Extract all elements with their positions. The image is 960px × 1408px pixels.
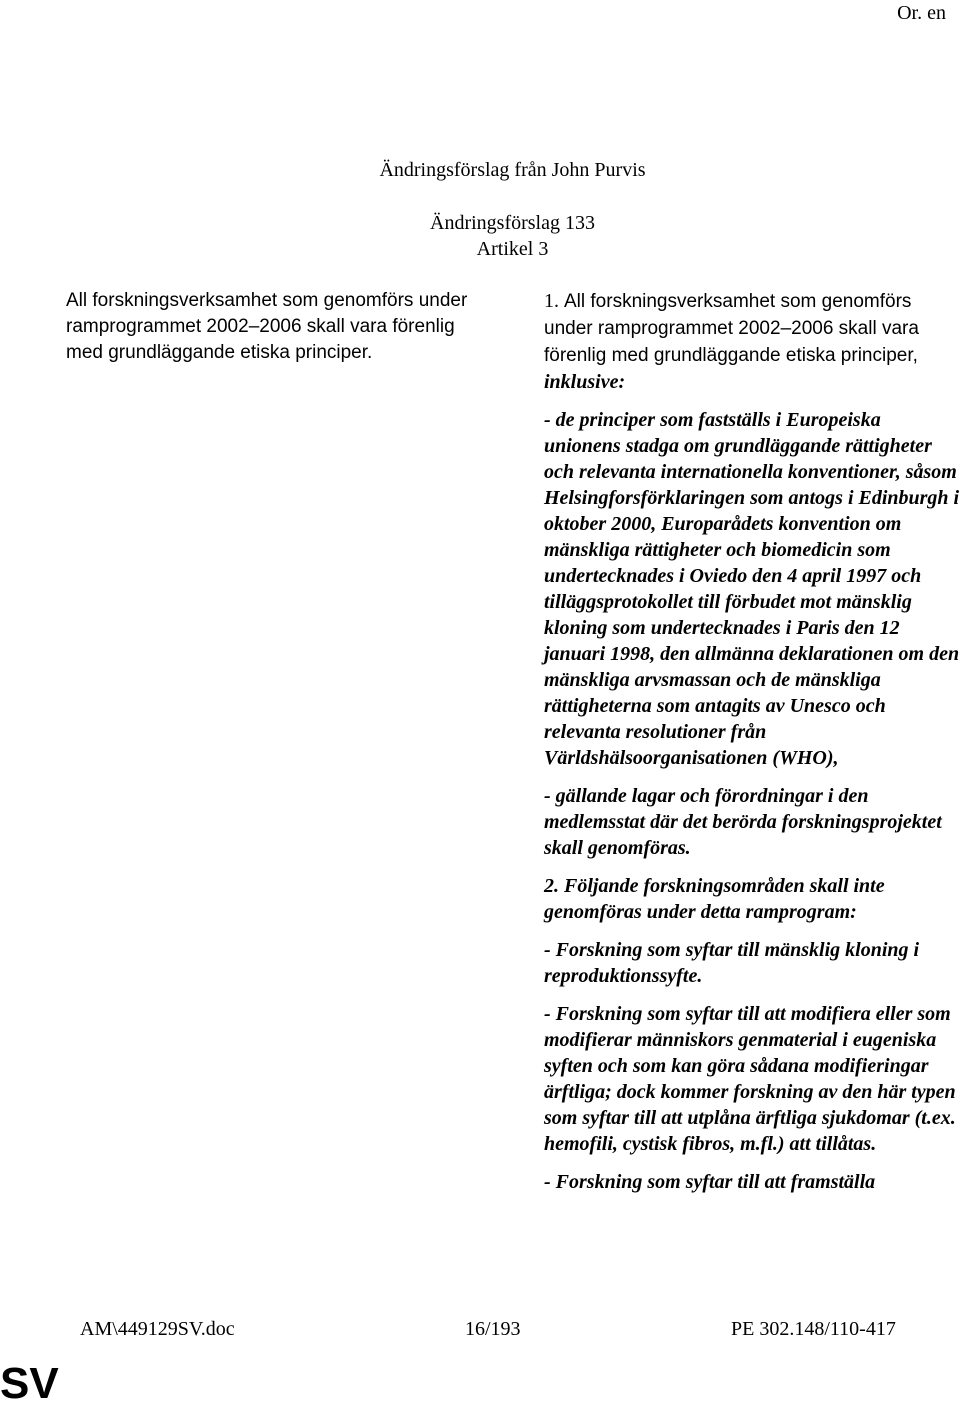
commission-text-column [66,288,486,366]
paragraph-1-added: inklusive: [544,371,626,393]
amended-paragraph-2: - de principer som fastställs i Europeiska unionens stadga om grundläggande rättigheter och relevanta internationella konventioner, såsom Helsingforsförklaringen som antogs i Edinburgh i oktober 2000, Europarådets konvention om mänskliga rättigheter och biomedicin som undertecknades i Oviedo den 4 april 1997 och tilläggsprotokollet till förbudet mot mänsklig kloning som undertecknades i Paris den 12 januari 1998, den allmänna deklarationen om den mänskliga arvsmassan och de mänskliga rättigheterna som antagits av Unesco och relevanta resolutioner från Världshälsoorganisationen (WHO), [544,409,960,769]
paragraph-number: 1. [544,290,564,312]
amended-paragraph-5: - Forskning som syftar till mänsklig kloning i reproduktionssyfte. [544,939,920,987]
amendment-text-column [544,288,960,1195]
footer-page-number: 16/193 [465,1318,521,1340]
language-code: SV [0,1359,59,1408]
footer-doc-ref: AM\449129SV.doc [80,1318,235,1340]
amended-paragraph-7: - Forskning som syftar till att framställa [544,1171,876,1193]
amendment-number: Ändringsförslag 133 [430,212,595,234]
paragraph-1-text: All forskningsverksamhet som genomförs under ramprogrammet 2002–2006 skall vara förenlig med grundläggande etiska principer, [544,291,919,366]
footer-pe-ref: PE 302.148/110-417 [731,1318,896,1340]
amendment-author: Ändringsförslag från John Purvis [379,159,646,181]
amended-paragraph-3: - gällande lagar och förordningar i den medlemsstat där det berörda forskningsprojektet skall genomföras. [544,785,942,859]
amended-paragraph-6: - Forskning som syftar till att modifiera eller som modifierar människors genmaterial i eugeniska syften och som kan göra sådana modifieringar ärftliga; dock kommer forskning av den här typen som syftar till att utplåna ärftliga sjukdomar (t.ex. hemofili, cystisk fibros, m.fl.) att tillåtas. [544,1003,956,1155]
amended-paragraph-1 [544,288,960,395]
commission-text: All forskningsverksamhet som genomförs under ramprogrammet 2002–2006 skall vara förenlig med grundläggande etiska principer. [66,290,468,363]
article-heading: Artikel 3 [476,238,549,260]
original-language: Or. en [897,2,946,24]
amended-paragraph-4: 2. Följande forskningsområden skall inte genomföras under detta ramprogram: [544,875,885,923]
